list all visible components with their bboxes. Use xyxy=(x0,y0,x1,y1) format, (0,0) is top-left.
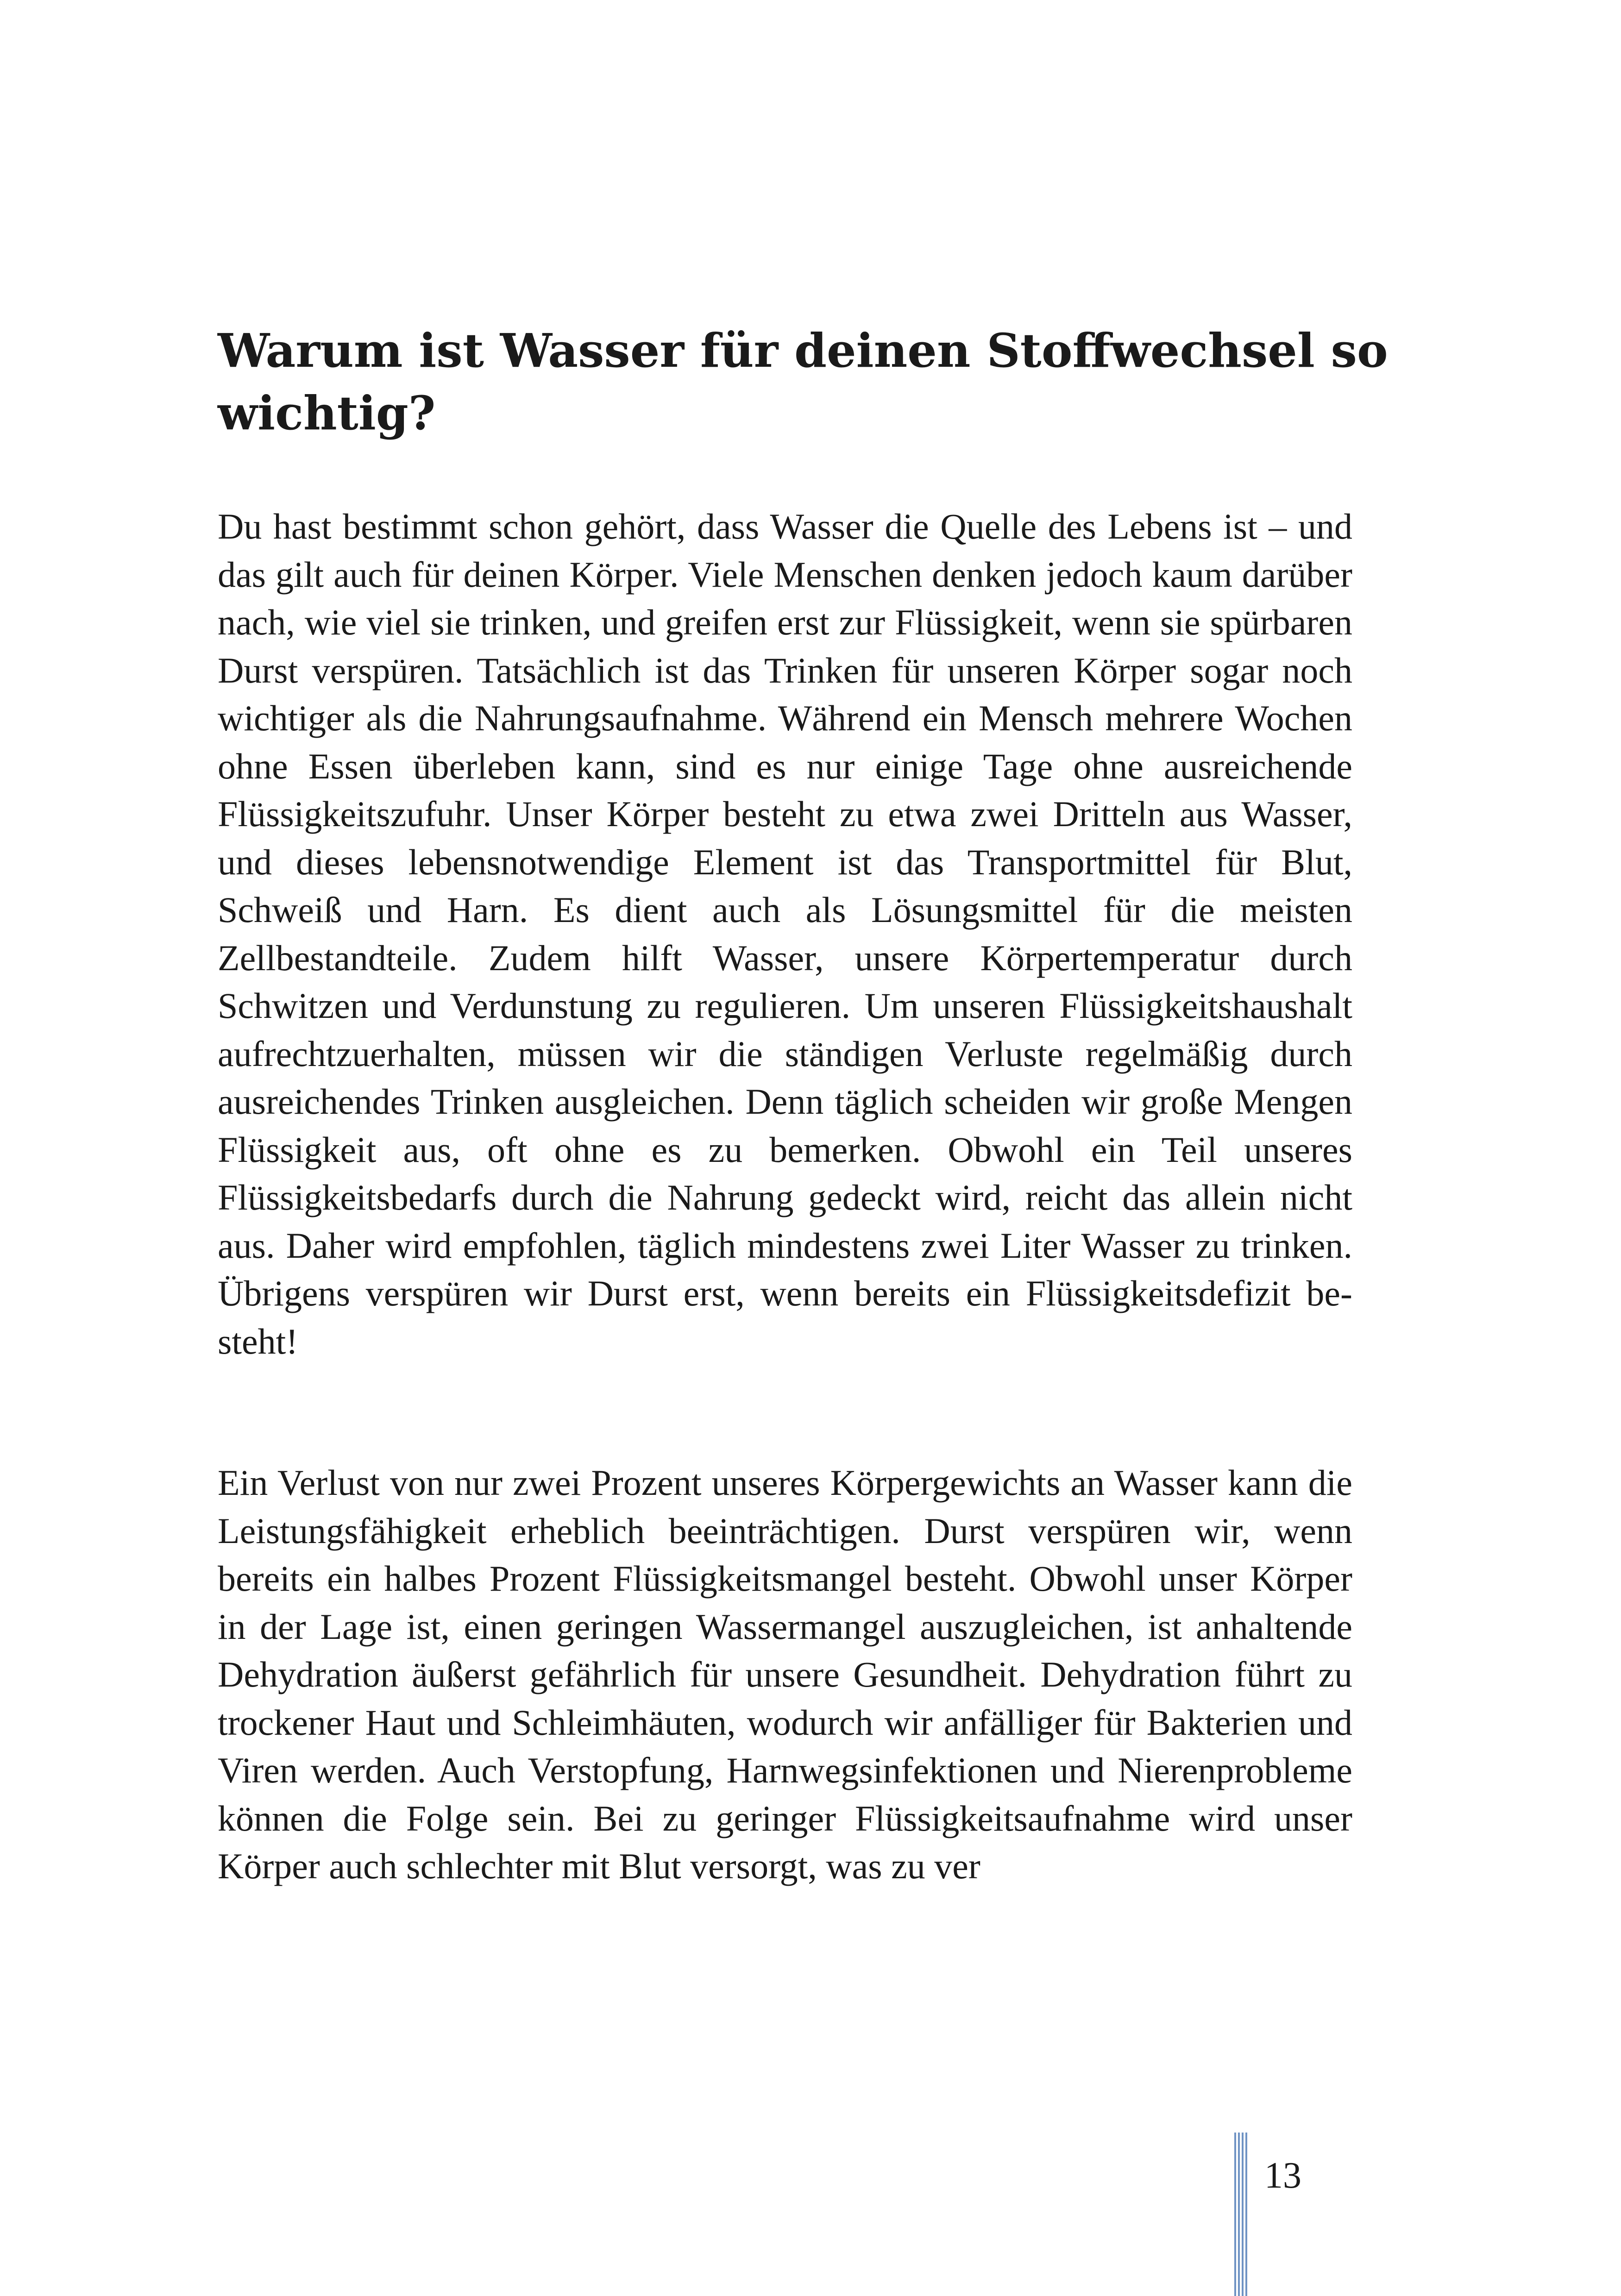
page-number-rule xyxy=(1234,2133,1248,2296)
chapter-heading: Warum ist Wasser für deinen Stoffwechsel so wichtig? xyxy=(218,323,1388,440)
body-paragraph-1: Du hast bestimmt schon gehört, dass Wasser die Quelle des Lebens ist – und das gilt auch für deinen Körper. Viele Menschen denken jedoch kaum darüber nach, wie viel sie trinken, und greifen erst zur Flüssigkeit, wenn sie spürbaren Durst verspüren. Tatsächlich ist das Trinken für unseren Körper sogar noch wichtiger als die Nahrungsaufnahme. Während ein Mensch mehrere Wochen ohne Essen überleben kann, sind es nur einige Tage ohne ausreichende Flüssigkeitszufuhr. Unser Körper besteht zu etwa zwei Dritteln aus Wasser, und dieses lebensnotwendige Element ist das Transportmittel für Blut, Schweiß und Harn. Es dient auch als Lösungsmittel für die meisten Zellbestandteile. Zudem hilft Wasser, unsere Körpertemperatur durch Schwitzen und Verdunstung zu regulieren. Um unseren Flüssigkeitshaushalt aufrechtzuerhalten, müssen wir die ständigen Verluste regelmäßig durch ausreichendes Trinken ausgleichen. Denn täglich scheiden wir große Mengen Flüssigkeit aus, oft ohne es zu bemerken. Obwohl ein Teil unseres Flüssigkeitsbedarfs durch die Nahrung gedeckt wird, reicht das allein nicht aus. Daher wird empfohlen, täglich mindestens zwei Liter Wasser zu trinken. Übrigens verspüren wir Durst erst, wenn bereits ein Flüssigkeitsdefizit besteht! xyxy=(218,506,1352,1361)
page-number: 13 xyxy=(1264,2155,1301,2196)
body-paragraph-2: Ein Verlust von nur zwei Prozent unseres Körpergewichts an Wasser kann die Leistungsfähigkeit erheblich beeinträchtigen. Durst verspüren wir, wenn bereits ein halbes Prozent Flüssigkeitsmangel besteht. Obwohl unser Körper in der Lage ist, einen geringen Wassermangel auszugleichen, ist anhaltende Dehydration äußerst gefährlich für unsere Gesundheit. Dehydration führt zu trockener Haut und Schleimhäuten, wodurch wir anfälliger für Bakterien und Viren werden. Auch Verstopfung, Harnwegsinfektionen und Nierenprobleme können die Folge sein. Bei zu geringer Flüssigkeitsaufnahme wird unser Körper auch schlechter mit Blut versorgt, was zu ver xyxy=(218,1462,1352,1886)
